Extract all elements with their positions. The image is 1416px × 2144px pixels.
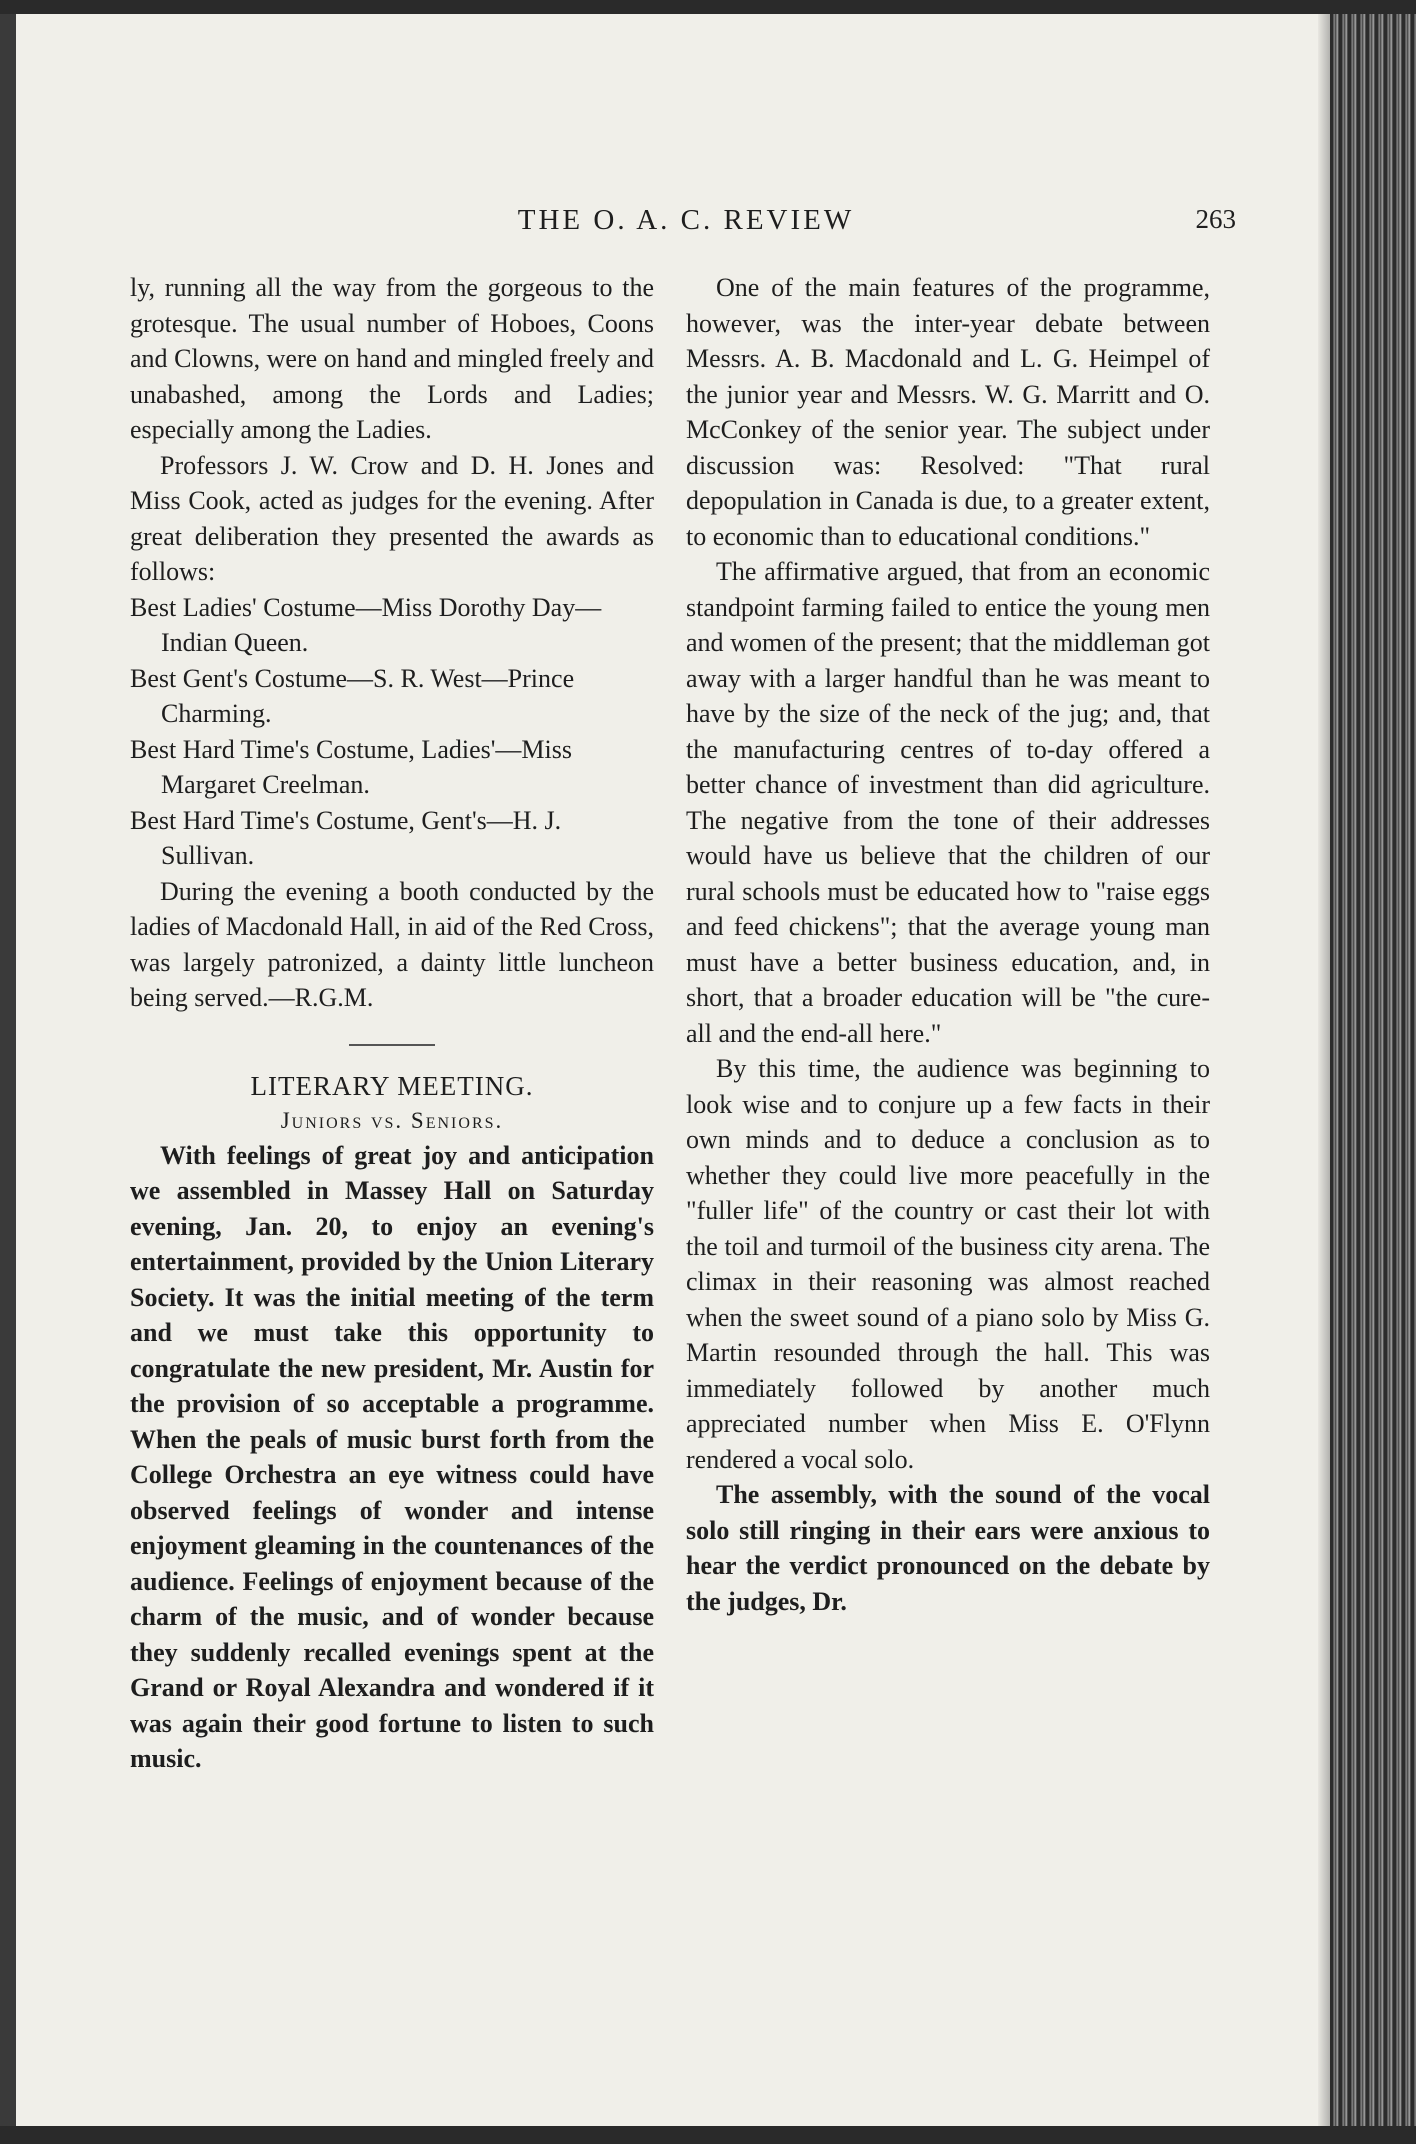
section-heading: LITERARY MEETING. [250, 1070, 534, 1101]
paragraph: During the evening a booth conducted by the ladies of Macdonald Hall, in aid of the Red Cross, was largely patronized, a dainty little luncheon being served.—R.G.M. [130, 876, 654, 1012]
left-column [130, 270, 654, 1777]
paragraph: By this time, the audience was beginning to look wise and to conjure up a few facts in their own minds and to deduce a conclusion as to whether they could live more peacefully in the "fuller life" of the country or cast their lot with the toil and turmoil of the business city arena. The climax in their reasoning was almost reached when the sweet sound of a piano solo by Miss G. Martin resounded through the hall. This was immediately followed by another much appreciated number when Miss E. O'Flynn rendered a vocal solo. [686, 1054, 1210, 1474]
paragraph: ly, running all the way from the gorgeous to the grotesque. The usual number of Hoboes, Coons and Clowns, were on hand and mingled freely and unabashed, among the Lords and Ladies; especially among the Ladies. [130, 273, 654, 444]
paragraph: Professors J. W. Crow and D. H. Jones and Miss Cook, acted as judges for the evening. After great deliberation they presented the awards as follows: [130, 450, 654, 586]
section-divider [349, 1044, 435, 1046]
section-subheading: Juniors vs. Seniors. [280, 1107, 504, 1133]
paragraph: The affirmative argued, that from an economic standpoint farming failed to entice the young men and women of the present; that the middleman got away with a larger handful than he was meant to have by the size of the neck of the jug; and, that the manufacturing centres of to-day offered a better chance of investment than did agriculture. The negative from the tone of their addresses would have us believe that the children of our rural schools must be educated how to "raise eggs and feed chickens"; that the average young man must have a better business education, and, in short, that a broader education will be "the cure-all and the end-all here." [686, 557, 1210, 1048]
book-page [16, 14, 1346, 2126]
right-column [686, 270, 1210, 1619]
paragraph: One of the main features of the programme, however, was the inter-year debate between Messrs. A. B. Macdonald and L. G. Heimpel of the junior year and Messrs. W. G. Marritt and O. McConkey of the senior year. The subject under discussion was: Resolved: "That rural depopulation in Canada is due, to a greater extent, to economic than to educational conditions." [686, 273, 1210, 551]
running-title: THE O. A. C. REVIEW [517, 204, 855, 236]
scan-bottom-border [0, 2126, 1416, 2144]
award-item: Best Hard Time's Costume, Ladies'—Miss Margaret Creelman. [130, 734, 572, 799]
award-item: Best Gent's Costume—S. R. West—Prince Charming. [130, 663, 575, 728]
paragraph: With feelings of great joy and anticipation we assembled in Massey Hall on Saturday evening, Jan. 20, to enjoy an evening's entertainment, provided by the Union Literary Society. It was the initial meeting of the term and we must take this opportunity to congratulate the new president, Mr. Austin for the provision of so acceptable a programme. When the peals of music burst forth from the College Orchestra an eye witness could have observed feelings of wonder and intense enjoyment gleaming in the countenances of the audience. Feelings of enjoyment because of the charm of the music, and of wonder because they suddenly recalled evenings spent at the Grand or Royal Alexandra and wondered if it was again their good fortune to listen to such music. [130, 1140, 654, 1773]
award-item: Best Ladies' Costume—Miss Dorothy Day—Indian Queen. [130, 592, 602, 657]
paragraph: The assembly, with the sound of the vocal solo still ringing in their ears were anxious to hear the verdict pronounced on the debate by the judges, Dr. [686, 1480, 1210, 1616]
award-item: Best Hard Time's Costume, Gent's—H. J. Sullivan. [130, 805, 562, 870]
scan-top-border [0, 0, 1416, 14]
book-spine [1330, 14, 1416, 2126]
running-head [16, 204, 1346, 248]
page-number: 263 [1195, 204, 1236, 234]
